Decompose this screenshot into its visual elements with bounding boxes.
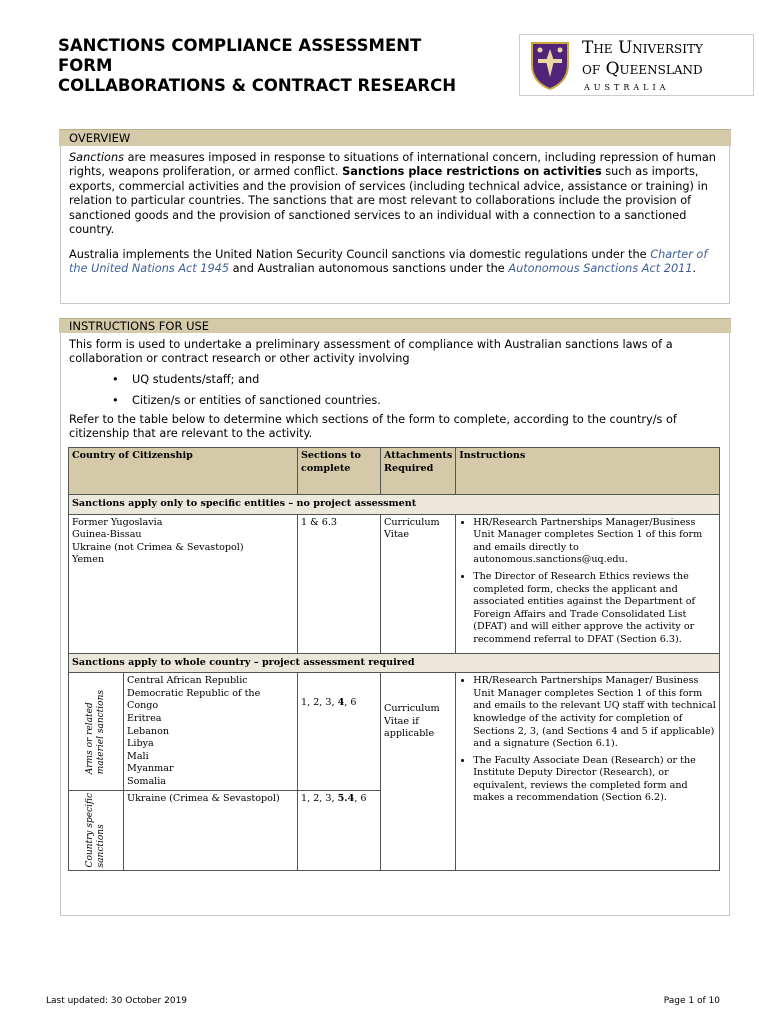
overview-text-e: . — [692, 262, 697, 276]
sections-bold: 4 — [337, 696, 345, 708]
sections-bold: 5.4 — [337, 793, 355, 805]
logo-wordmark — [582, 38, 703, 80]
band-row — [69, 653, 720, 673]
country-item: Lebanon — [127, 725, 170, 737]
arms-label-line-2: materiel sanctions — [96, 689, 106, 774]
crest-icon — [528, 39, 572, 91]
overview-paragraph-1 — [69, 151, 719, 237]
university-logo — [519, 34, 754, 96]
bullet-text-1: UQ students/staff; and — [132, 373, 260, 386]
country-label-line-1: Country specific — [85, 793, 95, 868]
bullet-item — [116, 394, 381, 407]
country-item: Central African Republic — [127, 675, 248, 687]
instruction-item: • The Director of Research Ethics reviews the completed form, checks the applicant and associated entities against the Department of Foreign Affairs and Trade Consolidated List (DFAT) and will either approve the activity or recommend referral to DFAT (Section 6.3). — [473, 571, 716, 647]
overview-text-c: Australia implements the United Nation Security Council sanctions via domestic regulations under the — [69, 248, 651, 261]
country-item: Former Yugoslavia — [72, 516, 163, 528]
header-country: Country of Citizenship — [69, 448, 298, 495]
country-item: Ukraine (Crimea & Sevastopol) — [127, 793, 280, 805]
sanctions-term: Sanctions — [69, 151, 124, 164]
country-item: Democratic Republic of the Congo — [127, 687, 261, 712]
instruction-item: • The Faculty Associate Dean (Research) or the Institute Deputy Director (Research), or equivalent, reviews the completed form and makes a recommendation (Section 6.2). — [473, 755, 716, 805]
country-label-cell — [69, 791, 124, 870]
bullet-text-2: Citizen/s or entities of sanctioned countries. — [132, 394, 381, 407]
country-item: Yemen — [72, 554, 105, 566]
footer-updated: Last updated: 30 October 2019 — [46, 996, 188, 1006]
sections-plain: 1, 2, 3, — [301, 793, 338, 805]
header-attachments: Attachments Required — [381, 448, 456, 495]
footer-page-number: Page 1 of 10 — [663, 996, 720, 1006]
country-item: Mali — [127, 750, 149, 762]
autonomous-act-link[interactable]: Autonomous Sanctions Act 2011 — [508, 262, 693, 276]
sections-cell — [298, 791, 381, 870]
overview-paragraph-2 — [69, 248, 719, 277]
band-specific-entities: Sanctions apply only to specific entities – no project assessment — [69, 495, 720, 515]
attachments-text: Curriculum Vitae if applicable — [384, 703, 440, 740]
charter-act-link[interactable]: Charter of the United Nations Act 1945 — [69, 248, 708, 276]
country-item: Ukraine (not Crimea & Sevastopol) — [72, 541, 244, 553]
country-item: Myanmar — [127, 763, 174, 775]
logo-country: AUSTRALIA — [584, 83, 670, 92]
country-sanctions-label — [85, 793, 107, 867]
sections-cell: 1 & 6.3 — [298, 514, 381, 653]
country-label-line-2: sanctions — [96, 824, 106, 868]
sections-tail: , 6 — [354, 793, 367, 805]
instructions-cell — [456, 673, 720, 871]
instructions-refer: Refer to the table below to determine which sections of the form to complete, according to the country/s of citizenship that are relevant to the activity. — [69, 413, 677, 441]
sanctions-table — [68, 447, 720, 871]
country-item: Guinea-Bissau — [72, 529, 142, 541]
title-line-3: COLLABORATIONS & CONTRACT RESEARCH — [58, 76, 457, 95]
sections-cell — [298, 673, 381, 791]
country-item: Somalia — [127, 775, 167, 787]
overview-text-b: such as imports, exports, commercial activities and the provision of services (including technical advice, assistance or training) in relation to particular countries. The sanctions that are most relevant to collaborations include the provision of sanctioned goods and the provision of sanctioned services to an individual with a connection to a sanctioned country. — [69, 165, 708, 237]
header-sections: Sections to complete — [298, 448, 381, 495]
instruction-item: • HR/Research Partnerships Manager/ Business Unit Manager completes Section 1 of this form and emails to the relevant UQ staff with technical knowledge of the activity for completion of Sections 2, 3, (and Sections 4 and 5 if applicable) and a signature (Section 6.1). — [473, 675, 716, 751]
overview-bold: Sanctions place restrictions on activities — [342, 165, 602, 179]
instructions-cell — [456, 514, 720, 653]
band-whole-country: Sanctions apply to whole country – project assessment required — [69, 653, 720, 673]
logo-line-2: of Queensland — [582, 59, 703, 79]
overview-text-d: and Australian autonomous sanctions under the — [229, 262, 509, 276]
logo-line-1: The University — [582, 38, 703, 58]
bullet-item — [116, 373, 259, 386]
table-header-row — [69, 448, 720, 495]
page-title — [58, 36, 456, 96]
overview-box — [60, 146, 730, 304]
attachments-cell — [381, 673, 456, 871]
overview-heading: OVERVIEW — [59, 129, 731, 146]
arms-label-cell — [69, 673, 124, 791]
sections-plain: 1, 2, 3, — [301, 696, 338, 708]
arms-sanctions-label — [85, 690, 107, 774]
countries-cell — [124, 673, 298, 791]
table-row — [69, 673, 720, 791]
instructions-intro: This form is used to undertake a preliminary assessment of compliance with Australian sanctions laws of a collaboration or contract research or other activity involving — [69, 338, 673, 366]
countries-cell — [124, 791, 298, 870]
arms-label-line-1: Arms or related — [85, 701, 95, 774]
countries-cell — [69, 514, 298, 653]
instructions-heading: INSTRUCTIONS FOR USE — [59, 318, 731, 333]
header-instructions: Instructions — [456, 448, 720, 495]
country-item: Eritrea — [127, 712, 162, 724]
band-row — [69, 495, 720, 515]
country-item: Libya — [127, 738, 154, 750]
attachments-cell: Curriculum Vitae — [381, 514, 456, 653]
instruction-item: • HR/Research Partnerships Manager/Business Unit Manager completes Section 1 of this form and emails directly to autonomous.sanctions@uq.edu. — [473, 517, 716, 567]
table-row — [69, 514, 720, 653]
title-line-2: FORM — [58, 56, 113, 75]
sections-tail: , 6 — [344, 696, 357, 708]
title-line-1: SANCTIONS COMPLIANCE ASSESSMENT — [58, 36, 422, 55]
overview-text-a: are measures imposed in response to situations of international concern, including repression of human rights, weapons proliferation, or armed conflict. — [69, 151, 716, 179]
